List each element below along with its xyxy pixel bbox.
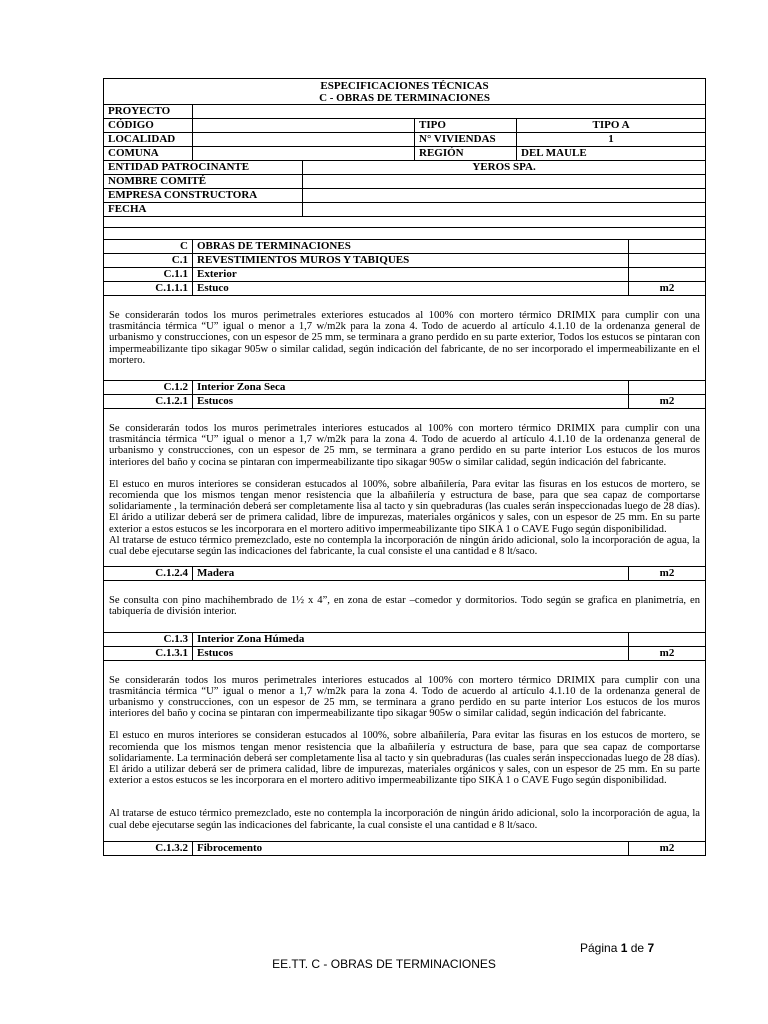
section-unit: m2 [629, 282, 706, 296]
row-comuna [104, 147, 706, 161]
spec-paragraph: Se consulta con pino machihembrado de 1½ x 4”, en zona de estar –comedor y dormitorios. Todo según se grafica en planimetría, en tabiquería de división interior. [109, 595, 700, 618]
section-code: C.1.2.1 [104, 395, 193, 409]
tipo-value: TIPO A [517, 119, 706, 133]
page-total: 7 [647, 941, 655, 955]
section-code: C.1.1.1 [104, 282, 193, 296]
page-number [580, 941, 654, 955]
fecha-label: FECHA [104, 203, 303, 217]
section-row-c [104, 240, 706, 254]
spec-paragraph: Se considerarán todos los muros perimetrales interiores estucados al 100% con mortero térmico DRIMIX para cumplir con una trasmitáncia térmica “U” igual o menor a 1,7 w/m2k para la zona 4. Todo de acuerdo al artículo 4.1.10 de la ordenanza general de urbanismo y construcciones, con un espesor de 25 mm, se terminara a grano perdido en su parte interior Los estucos de los muros interiores del baño y cocina se pintaran con impermeabilizante tipo sikagar 905w o similar calidad, según indicación del fabricante. [109, 423, 700, 468]
section-unit [629, 240, 706, 254]
section-row-c124 [104, 567, 706, 581]
spec-paragraph: Al tratarse de estuco térmico premezclado, este no contempla la incorporación de ningún árido adicional, solo la incorporación de agua, la cual debe ejecutarse según las indicaciones del fabricante, la cual consiste el una cantidad e 8 lt/saco. [109, 534, 700, 558]
entidad-value: YEROS SPA. [303, 161, 706, 175]
section-unit [629, 381, 706, 395]
sections-table [103, 227, 706, 856]
spec-paragraph: El estuco en muros interiores se consideran estucados al 100%, sobre albañilería, Para evitar las fisuras en los estucos de mortero, se recomienda que los mismos tengan menor resistencia que la albañilería y estructura de base, para que sea capaz de comportarse solidariamente , la terminación deberá ser completamente lisa al tacto y sin quebraduras (las cuales serán inspeccionadas luego de 28 días). El árido a utilizar deberá ser de primera calidad, libre de impurezas, materiales orgánicos y sales, con un espesor de 25 mm. En su parte exterior a estos estucos se les incorporara en el mortero aditivo impermeabilizante tipo SIKA 1 o CAVE Fugo según disponibilidad. [109, 478, 700, 535]
row-localidad [104, 133, 706, 147]
section-title: Madera [193, 567, 629, 581]
codigo-label: CÓDIGO [104, 119, 193, 133]
empresa-value [303, 189, 706, 203]
section-row-c1 [104, 254, 706, 268]
section-title: Interior Zona Húmeda [193, 632, 629, 646]
section-unit: m2 [629, 567, 706, 581]
section-code: C.1.2.4 [104, 567, 193, 581]
spec-sheet [103, 78, 705, 856]
proyecto-label: PROYECTO [104, 105, 193, 119]
viviendas-label: N° VIVIENDAS [415, 133, 517, 147]
region-value: DEL MAULE [517, 147, 706, 161]
doc-title: ESPECIFICACIONES TÉCNICAS [320, 80, 489, 92]
section-row-c132 [104, 841, 706, 855]
section-code: C.1.1 [104, 268, 193, 282]
proyecto-value [193, 105, 706, 119]
section-unit [629, 254, 706, 268]
region-label: REGIÓN [415, 147, 517, 161]
page-current: 1 [620, 941, 628, 955]
viviendas-value: 1 [517, 133, 706, 147]
spacer-row [104, 217, 706, 228]
fecha-value [303, 203, 706, 217]
spec-paragraph: Se considerarán todos los muros perimetrales interiores estucados al 100% con mortero térmico DRIMIX para cumplir con una trasmitáncia térmica “U” igual o menor a 1,7 w/m2k para la zona 4. Todo de acuerdo al artículo 4.1.10 de la ordenanza general de urbanismo y construcciones, con un espesor de 25 mm, se terminara a grano perdido en su parte interior Los estucos de los muros interiores del baño y cocina se pintaran con impermeabilizante tipo sikagar 905w o similar calidad, según indicación del fabricante. [109, 674, 700, 720]
empresa-label: EMPRESA CONSTRUCTORA [104, 189, 303, 203]
spec-paragraph: Se considerarán todos los muros perimetrales exteriores estucados al 100% con mortero térmico DRIMIX para cumplir con una trasmitáncia térmica “U” igual o menor a 1,7 w/m2k para la zona 4. Todo de acuerdo al artículo 4.1.10 de la ordenanza general de urbanismo y construcciones, con un espesor de 25 mm, se terminara a grano perdido en su parte exterior, Todos los estucos se pintaran con impermeabilizante tipo sikagar 905w o similar calidad, según indicación del fabricante, de no ser incorporado el impermeabilizante en el mortero. [109, 310, 700, 366]
section-row-c121 [104, 395, 706, 409]
comite-value [303, 175, 706, 189]
title-row [104, 79, 706, 105]
spacer-row [104, 228, 706, 240]
section-row-c111 [104, 282, 706, 296]
section-title: Estucos [193, 395, 629, 409]
section-title: Interior Zona Seca [193, 381, 629, 395]
section-title: Estuco [193, 282, 629, 296]
section-unit [629, 632, 706, 646]
section-title: OBRAS DE TERMINACIONES [193, 240, 629, 254]
section-code: C.1.3.2 [104, 841, 193, 855]
section-row-c13 [104, 632, 706, 646]
section-title: Estucos [193, 646, 629, 660]
spec-paragraph-row [104, 581, 706, 632]
spec-paragraph: Al tratarse de estuco térmico premezclado, este no contempla la incorporación de ningún árido adicional, solo la incorporación de agua, la cual debe ejecutarse según las indicaciones del fabricante, la cual consiste el una cantidad e 8 lt/saco. [109, 808, 700, 831]
comuna-label: COMUNA [104, 147, 193, 161]
spec-paragraph: El estuco en muros interiores se consideran estucados al 100%, sobre albañilería, Para evitar las fisuras en los estucos de mortero, se recomienda que los mismos tengan menor resistencia que la albañilería y estructura de base, para que sea capaz de comportarse solidariamente. La terminación deberá ser completamente lisa al tacto y sin quebraduras (las cuales serán inspeccionadas luego de 28 días). El árido a utilizar deberá ser de primera calidad, libre de impurezas, materiales orgánicos y sales, con un espesor de 25 mm. En su parte exterior a estos estucos se les incorporara en el mortero aditivo impermeabilizante tipo SIKA 1 o CAVE Fugo según disponibilidad. [109, 730, 700, 787]
header-table [103, 78, 706, 228]
section-unit: m2 [629, 646, 706, 660]
footer-doc-title: EE.TT. C - OBRAS DE TERMINACIONES [272, 957, 496, 971]
section-row-c11 [104, 268, 706, 282]
section-unit: m2 [629, 841, 706, 855]
spec-paragraph-row [104, 409, 706, 567]
section-code: C.1.3.1 [104, 646, 193, 660]
row-proyecto [104, 105, 706, 119]
section-code: C [104, 240, 193, 254]
row-comite [104, 175, 706, 189]
section-title: Fibrocemento [193, 841, 629, 855]
section-title: REVESTIMIENTOS MUROS Y TABIQUES [193, 254, 629, 268]
comuna-value [193, 147, 415, 161]
doc-subtitle: C - OBRAS DE TERMINACIONES [319, 92, 490, 104]
row-codigo [104, 119, 706, 133]
section-code: C.1 [104, 254, 193, 268]
comite-label: NOMBRE COMITÉ [104, 175, 303, 189]
spec-paragraph-row [104, 660, 706, 841]
section-row-c12 [104, 381, 706, 395]
row-fecha [104, 203, 706, 217]
section-unit: m2 [629, 395, 706, 409]
entidad-label: ENTIDAD PATROCINANTE [104, 161, 303, 175]
section-row-c131 [104, 646, 706, 660]
codigo-value [193, 119, 415, 133]
row-empresa [104, 189, 706, 203]
row-entidad [104, 161, 706, 175]
section-title: Exterior [193, 268, 629, 282]
page-of: de [630, 941, 645, 955]
localidad-value [193, 133, 415, 147]
tipo-label: TIPO [415, 119, 517, 133]
localidad-label: LOCALIDAD [104, 133, 193, 147]
page-word: Página [580, 941, 618, 955]
section-code: C.1.2 [104, 381, 193, 395]
section-unit [629, 268, 706, 282]
spec-paragraph-row [104, 296, 706, 381]
section-code: C.1.3 [104, 632, 193, 646]
